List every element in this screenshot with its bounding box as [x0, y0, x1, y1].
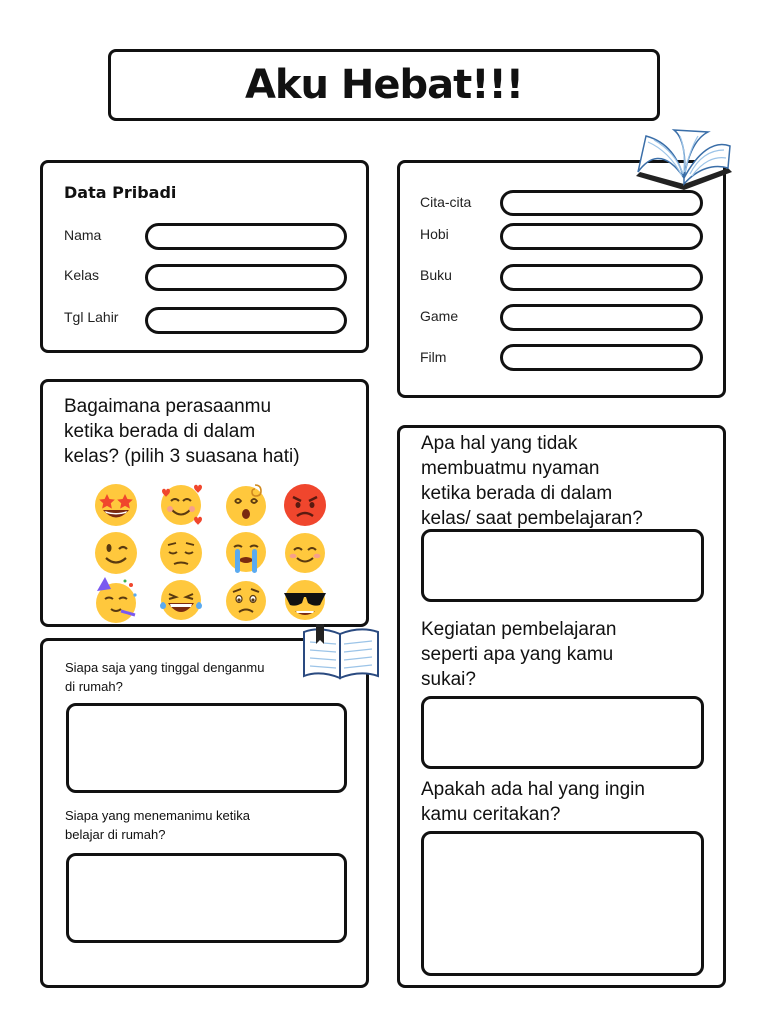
uncomfortable-question-line-2: membuatmu nyaman — [421, 458, 600, 479]
uncomfortable-question-line-3: ketika berada di dalam — [421, 483, 613, 504]
birthdate-field[interactable] — [145, 307, 347, 334]
uncomfortable-answer-box[interactable] — [421, 529, 704, 602]
film-field[interactable] — [500, 344, 703, 371]
film-label: Film — [420, 349, 447, 365]
activity-answer-box[interactable] — [421, 696, 704, 769]
mood-question-line-3: kelas? (pilih 3 suasana hati) — [64, 446, 300, 467]
angry-face-emoji[interactable] — [280, 479, 330, 529]
title-box — [108, 49, 660, 121]
activity-question-line-2: seperti apa yang kamu — [421, 644, 614, 665]
name-field[interactable] — [145, 223, 347, 250]
activity-question-line-3: sukai? — [421, 669, 476, 690]
name-label: Nama — [64, 227, 102, 243]
home-question-2-line-2: belajar di rumah? — [65, 827, 166, 842]
winking-face-emoji[interactable] — [91, 527, 141, 577]
questions-panel — [397, 425, 726, 988]
home-question-2-line-1: Siapa yang menemanimu ketika — [65, 808, 250, 823]
page-title: Aku Hebat!!! — [244, 62, 524, 108]
birthdate-label: Tgl Lahir — [64, 309, 119, 325]
home-answer-2-box[interactable] — [66, 853, 347, 943]
uncomfortable-question-line-1: Apa hal yang tidak — [421, 433, 578, 454]
activity-question-line-1: Kegiatan pembelajaran — [421, 619, 617, 640]
game-field[interactable] — [500, 304, 703, 331]
home-answer-1-box[interactable] — [66, 703, 347, 793]
story-question-line-2: kamu ceritakan? — [421, 804, 561, 825]
star-struck-emoji[interactable] — [91, 479, 141, 529]
game-label: Game — [420, 308, 459, 324]
partying-face-emoji[interactable] — [91, 575, 141, 625]
sunglasses-face-emoji[interactable] — [280, 575, 330, 625]
story-answer-box[interactable] — [421, 831, 704, 976]
home-panel — [40, 638, 369, 988]
uncomfortable-question-line-4: kelas/ saat pembelajaran? — [421, 508, 643, 529]
class-field[interactable] — [145, 264, 347, 291]
personal-data-heading: Data Pribadi — [64, 183, 177, 202]
laughing-tears-emoji[interactable] — [156, 575, 206, 625]
personal-data-panel — [40, 160, 369, 353]
home-question-1-line-1: Siapa saja yang tinggal denganmu — [65, 660, 265, 675]
crying-face-emoji[interactable] — [221, 527, 271, 577]
pensive-face-emoji[interactable] — [156, 527, 206, 577]
book-field[interactable] — [500, 264, 703, 291]
worried-face-emoji[interactable] — [221, 575, 271, 625]
dizzy-face-emoji[interactable] — [221, 479, 271, 529]
goal-label: Cita-cita — [420, 194, 472, 210]
home-question-1-line-2: di rumah? — [65, 679, 123, 694]
story-question-line-1: Apakah ada hal yang ingin — [421, 779, 645, 800]
hobby-label: Hobi — [420, 226, 449, 242]
class-label: Kelas — [64, 267, 100, 283]
hobby-field[interactable] — [500, 223, 703, 250]
book-label: Buku — [420, 267, 452, 283]
mood-question-line-1: Bagaimana perasaanmu — [64, 396, 272, 417]
open-book-icon — [628, 128, 738, 200]
notebook-icon — [300, 624, 382, 682]
blushing-face-emoji[interactable] — [280, 527, 330, 577]
smiling-face-with-hearts-emoji[interactable] — [156, 479, 206, 529]
mood-question-line-2: ketika berada di dalam — [64, 421, 256, 442]
mood-panel — [40, 379, 369, 627]
